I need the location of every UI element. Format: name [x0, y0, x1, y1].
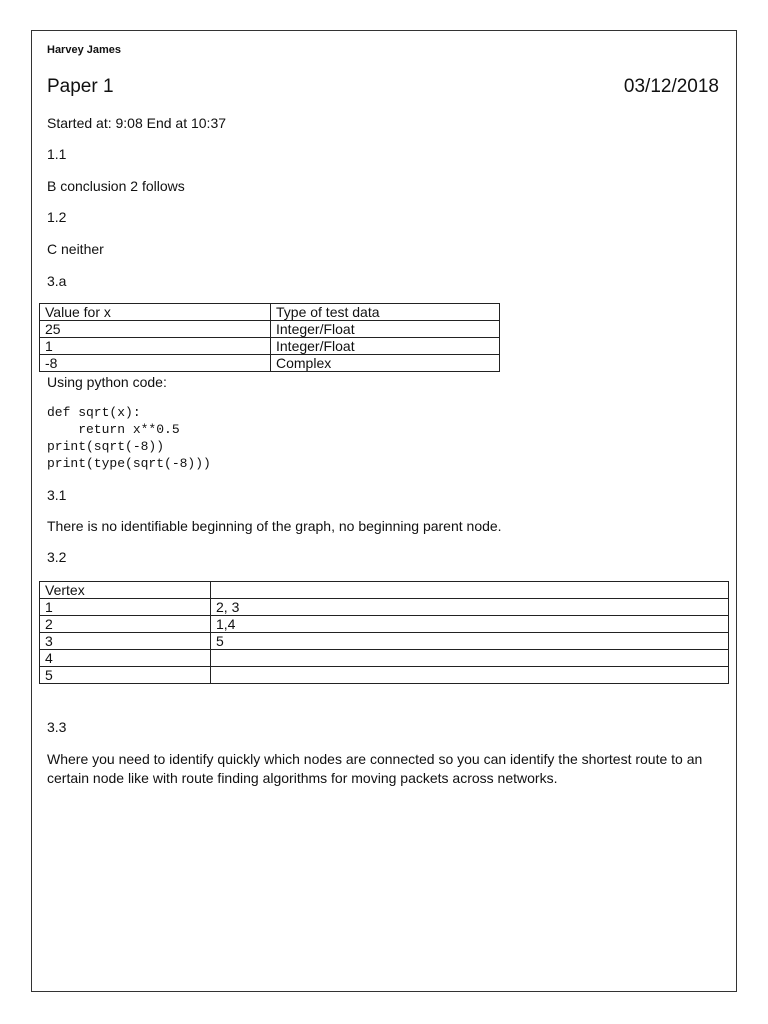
question-1-1-answer: B conclusion 2 follows: [47, 178, 185, 194]
question-3-2-label: 3.2: [47, 549, 67, 565]
table-header-cell: Type of test data: [271, 304, 500, 321]
table-cell: -8: [40, 355, 271, 372]
table-cell: 4: [40, 650, 211, 667]
table-row: [40, 338, 500, 355]
timing-text: Started at: 9:08 End at 10:37: [47, 115, 227, 131]
author-name: Harvey James: [47, 44, 122, 56]
question-3-3-label: 3.3: [47, 719, 67, 735]
table-row: [40, 650, 729, 667]
python-code-block: def sqrt(x): return x**0.5 print(sqrt(-8)) print(type(sqrt(-8))): [47, 405, 211, 471]
table-cell: 2, 3: [211, 599, 729, 616]
table-cell: Integer/Float: [271, 321, 500, 338]
table-header-row: [40, 582, 729, 599]
table-header-cell: Value for x: [40, 304, 271, 321]
table-cell: 3: [40, 633, 211, 650]
question-3-1-label: 3.1: [47, 487, 67, 503]
table-cell: 5: [211, 633, 729, 650]
question-3a-label: 3.a: [47, 273, 67, 289]
table-row: [40, 355, 500, 372]
table-cell: Complex: [271, 355, 500, 372]
table-header-cell: Vertex: [40, 582, 211, 599]
table-cell: 1: [40, 338, 271, 355]
table-row: [40, 667, 729, 684]
table-cell: Integer/Float: [271, 338, 500, 355]
question-1-1-label: 1.1: [47, 146, 67, 162]
table-cell: 5: [40, 667, 211, 684]
table-cell: 1,4: [211, 616, 729, 633]
table-row: [40, 599, 729, 616]
document-date: 03/12/2018: [623, 76, 719, 97]
question-1-2-answer: C neither: [47, 241, 104, 257]
table-header-cell: [211, 582, 729, 599]
table-row: [40, 616, 729, 633]
table-row: [40, 321, 500, 338]
table-cell: 25: [40, 321, 271, 338]
question-3-1-answer: There is no identifiable beginning of the graph, no beginning parent node.: [47, 518, 502, 534]
table-cell: [211, 667, 729, 684]
adjacency-table: [39, 581, 729, 684]
question-1-2-label: 1.2: [47, 209, 67, 225]
document-page: [31, 30, 737, 992]
table-cell: 1: [40, 599, 211, 616]
code-intro: Using python code:: [47, 374, 167, 390]
table-cell: [211, 650, 729, 667]
table-row: [40, 633, 729, 650]
question-3-3-answer: Where you need to identify quickly which nodes are connected so you can identify the shortest route to an certain node like with route finding algorithms for moving packets across networks.: [47, 751, 703, 786]
table-cell: 2: [40, 616, 211, 633]
page-title: Paper 1: [47, 76, 114, 97]
table-header-row: [40, 304, 500, 321]
test-data-table: [39, 303, 500, 372]
